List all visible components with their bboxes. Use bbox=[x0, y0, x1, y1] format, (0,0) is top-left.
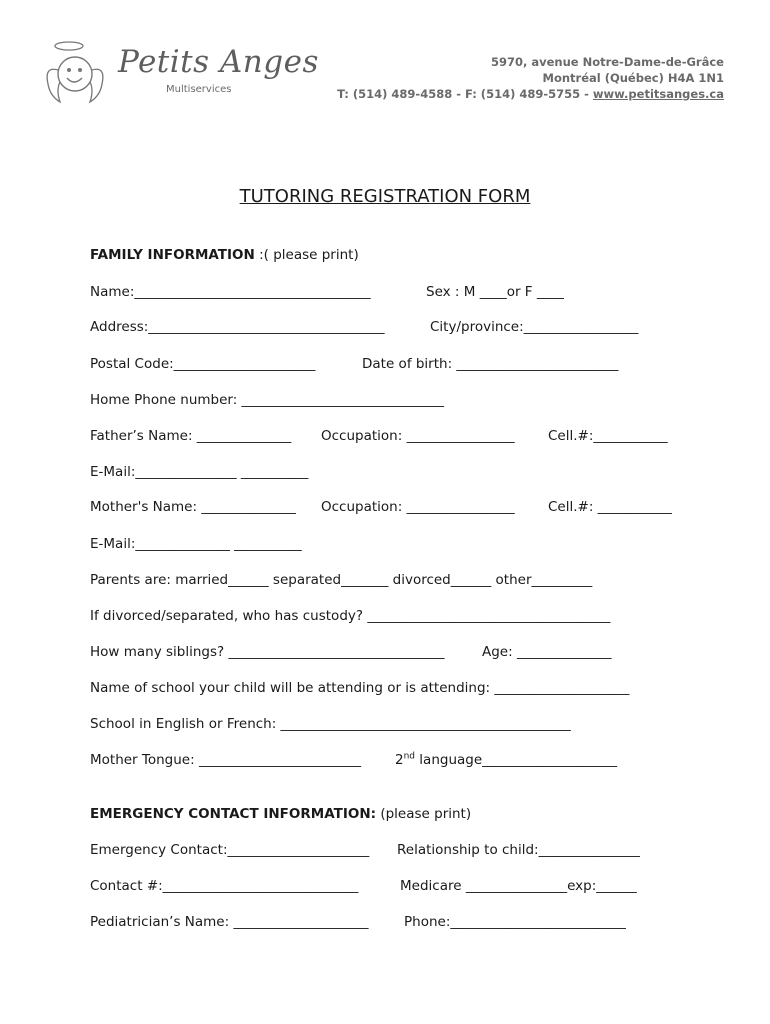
mother-cell-field[interactable]: Cell.#: ___________ bbox=[548, 499, 672, 515]
contact-line bbox=[337, 86, 724, 102]
postal-code-field[interactable]: Postal Code:_____________________ bbox=[90, 356, 316, 372]
school-language-field[interactable]: School in English or French: ___________________________________________ bbox=[90, 716, 571, 732]
relationship-field[interactable]: Relationship to child:_______________ bbox=[397, 842, 640, 858]
angel-logo-icon bbox=[42, 36, 122, 112]
logo-subtitle: Multiservices bbox=[166, 84, 232, 95]
custody-field[interactable]: If divorced/separated, who has custody? ____________________________________ bbox=[90, 608, 611, 624]
phone-fax: T: (514) 489-4588 - F: (514) 489-5755 - bbox=[337, 87, 593, 101]
pediatrician-phone-field[interactable]: Phone:__________________________ bbox=[404, 914, 626, 930]
father-name-field[interactable]: Father’s Name: ______________ bbox=[90, 428, 292, 444]
address-line-1: 5970, avenue Notre-Dame-de-Grâce bbox=[490, 55, 724, 69]
date-of-birth-field[interactable]: Date of birth: ________________________ bbox=[362, 356, 619, 372]
city-field[interactable]: City/province:_________________ bbox=[430, 319, 639, 335]
mother-name-field[interactable]: Mother's Name: ______________ bbox=[90, 499, 296, 515]
mother-occupation-field[interactable]: Occupation: ________________ bbox=[321, 499, 515, 515]
sex-field[interactable]: Sex : M ____or F ____ bbox=[426, 284, 564, 300]
second-language-field[interactable]: 2nd language____________________ bbox=[395, 751, 618, 768]
father-cell-field[interactable]: Cell.#:___________ bbox=[548, 428, 668, 444]
website-link[interactable]: www.petitsanges.ca bbox=[592, 87, 724, 101]
school-name-field[interactable]: Name of school your child will be attending or is attending: ____________________ bbox=[90, 680, 630, 696]
pediatrician-name-field[interactable]: Pediatrician’s Name: ____________________ bbox=[90, 914, 369, 930]
contact-number-field[interactable]: Contact #:_____________________________ bbox=[90, 878, 359, 894]
mother-email-field[interactable]: E-Mail:______________ __________ bbox=[90, 536, 302, 552]
family-heading: FAMILY INFORMATION :( please print) bbox=[90, 247, 359, 263]
father-email-field[interactable]: E-Mail:_______________ __________ bbox=[90, 464, 309, 480]
company-logo bbox=[42, 36, 319, 112]
logo-name: Petits Anges bbox=[118, 44, 319, 80]
mother-tongue-field[interactable]: Mother Tongue: ________________________ bbox=[90, 752, 361, 768]
siblings-field[interactable]: How many siblings? ________________________________ bbox=[90, 644, 445, 660]
company-address bbox=[337, 54, 724, 102]
age-field[interactable]: Age: ______________ bbox=[482, 644, 612, 660]
medicare-field[interactable]: Medicare _______________exp:______ bbox=[400, 878, 637, 894]
emergency-contact-field[interactable]: Emergency Contact:_____________________ bbox=[90, 842, 370, 858]
name-field[interactable]: Name:___________________________________ bbox=[90, 284, 371, 300]
form-title: TUTORING REGISTRATION FORM bbox=[239, 186, 531, 207]
address-line-2: Montréal (Québec) H4A 1N1 bbox=[542, 71, 724, 85]
father-occupation-field[interactable]: Occupation: ________________ bbox=[321, 428, 515, 444]
home-phone-field[interactable]: Home Phone number: ______________________________ bbox=[90, 392, 445, 408]
parents-status-field[interactable]: Parents are: married______ separated_______ divorced______ other_________ bbox=[90, 572, 593, 588]
address-field[interactable]: Address:___________________________________ bbox=[90, 319, 385, 335]
emergency-heading: EMERGENCY CONTACT INFORMATION: (please print) bbox=[90, 806, 472, 822]
